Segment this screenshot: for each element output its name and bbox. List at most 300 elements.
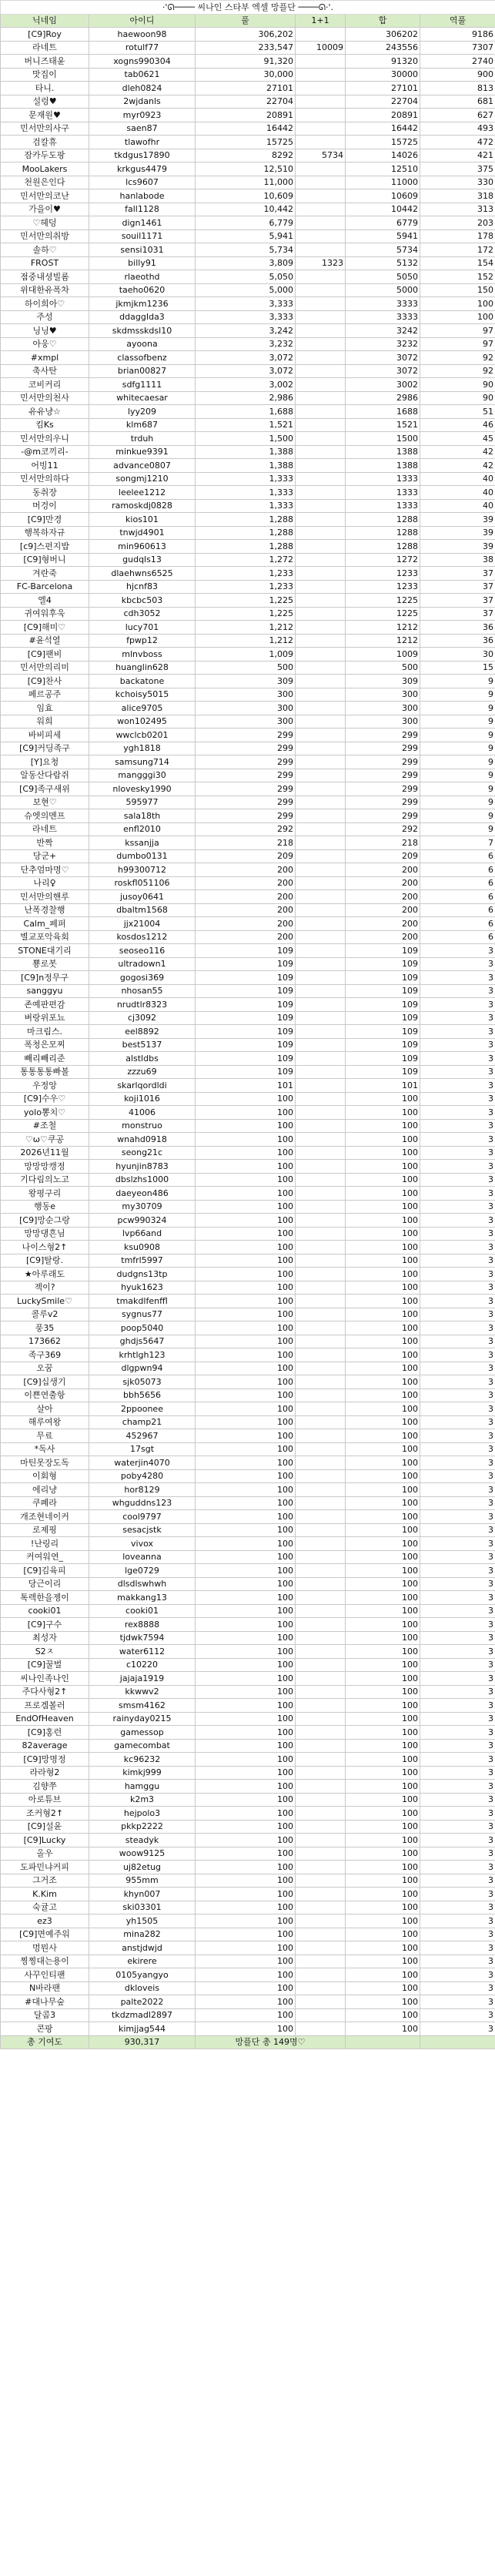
id-cell: gamecombat [89,1739,196,1753]
bonus-cell [296,109,346,122]
reverse-cell: 681 [420,95,495,109]
table-row [1,715,495,729]
sum-cell: 100 [346,1914,420,1928]
sum-cell: 100 [346,2008,420,2022]
sum-cell: 100 [346,1739,420,1753]
reverse-cell: 92 [420,364,495,378]
bonus-cell [296,1631,346,1645]
nickname-cell: N바라팬 [1,1981,89,1995]
id-cell: woow9125 [89,1847,196,1861]
id-cell: dbslzhs1000 [89,1173,196,1187]
nickname-cell: 하이희아♡ [1,297,89,311]
nickname-cell: [C9]Lucky [1,1834,89,1847]
table-row [1,1820,495,1834]
reverse-cell: 3 [420,1456,495,1470]
nickname-cell: 검칼휴 [1,136,89,149]
sum-cell: 299 [346,729,420,742]
pool-cell: 200 [196,930,296,944]
pool-cell: 109 [196,971,296,985]
bonus-cell [296,1388,346,1402]
sum-cell: 1521 [346,418,420,432]
reverse-cell: 3 [420,1268,495,1281]
bonus-cell [296,1739,346,1753]
bonus-cell [296,1941,346,1955]
pool-cell: 109 [196,1011,296,1025]
id-cell: songmj1210 [89,472,196,486]
id-cell: sala18th [89,809,196,823]
id-cell: cdh3052 [89,607,196,621]
pool-cell: 100 [196,1577,296,1591]
reverse-cell: 3 [420,1308,495,1321]
sum-cell: 100 [346,1187,420,1201]
pool-cell: 100 [196,2022,296,2036]
empty-cell [420,2035,495,2049]
nickname-cell: 임효 [1,702,89,715]
reverse-cell: 92 [420,351,495,365]
reverse-cell: 3 [420,1227,495,1241]
reverse-cell: 154 [420,256,495,270]
id-cell: hjcnf83 [89,580,196,594]
sum-cell: 3333 [346,310,420,324]
table-row [1,782,495,796]
table-row [1,621,495,635]
sum-cell: 100 [346,1308,420,1321]
id-cell: huanglin628 [89,661,196,675]
pool-cell: 1,388 [196,445,296,459]
id-cell: haewoon98 [89,28,196,42]
sum-cell: 100 [346,1631,420,1645]
reverse-cell: 3 [420,1065,495,1079]
pool-cell: 16442 [196,122,296,136]
sum-cell: 5941 [346,229,420,243]
nickname-cell: 폭청은모찌 [1,1038,89,1052]
id-cell: best5137 [89,1038,196,1052]
pool-cell: 100 [196,1160,296,1174]
bonus-cell [296,1065,346,1079]
bonus-cell [296,1011,346,1025]
nickname-cell: 아웅♡ [1,337,89,351]
id-cell: fpwp12 [89,634,196,648]
pool-cell: 100 [196,1214,296,1228]
bonus-cell [296,594,346,608]
bonus-cell [296,1241,346,1255]
bonus-cell [296,405,346,419]
nickname-cell: [C9]n정무구 [1,971,89,985]
reverse-cell: 6 [420,849,495,863]
bonus-cell [296,189,346,203]
table-row [1,95,495,109]
table-row [1,634,495,648]
bonus-cell [296,1335,346,1348]
sum-cell: 5132 [346,256,420,270]
reverse-cell: 2740 [420,55,495,69]
pool-cell: 299 [196,809,296,823]
id-cell: rainyday0215 [89,1712,196,1726]
id-cell: kbcbc503 [89,594,196,608]
reverse-cell: 39 [420,540,495,554]
nickname-cell: 벼랑위포뇨 [1,1011,89,1025]
table-row [1,1038,495,1052]
id-cell: dign1461 [89,216,196,230]
nickname-cell: 행복하자규 [1,526,89,540]
table-row [1,82,495,95]
nickname-cell: 존예판편감 [1,998,89,1012]
pool-cell: 100 [196,1537,296,1551]
header-reverse: 역풀 [420,14,495,28]
table-row [1,472,495,486]
pool-cell: 100 [196,1941,296,1955]
sum-cell: 3333 [346,297,420,311]
id-cell: my30709 [89,1200,196,1214]
reverse-cell: 3 [420,2008,495,2022]
nickname-cell: 콜루v2 [1,1308,89,1321]
table-row [1,863,495,877]
table-row [1,1914,495,1928]
table-row [1,890,495,904]
total-label: 총 기여도 [1,2035,89,2049]
pool-cell: 100 [196,1766,296,1780]
nickname-cell: 173662 [1,1335,89,1348]
sum-cell: 10609 [346,189,420,203]
id-cell: rex8888 [89,1618,196,1632]
nickname-cell: [c9]스펀지밥 [1,540,89,554]
pool-cell: 10,609 [196,189,296,203]
reverse-cell: 39 [420,526,495,540]
table-row [1,1375,495,1389]
sum-cell: 243556 [346,41,420,55]
nickname-cell: Calm_페퍼 [1,917,89,931]
sum-cell: 100 [346,1901,420,1914]
reverse-cell: 39 [420,513,495,527]
sum-cell: 300 [346,715,420,729]
table-row [1,1941,495,1955]
nickname-cell: 민서만의리미 [1,661,89,675]
pool-cell: 8292 [196,149,296,162]
bonus-cell [296,1591,346,1605]
id-cell: taeho0620 [89,283,196,297]
id-cell: k2m3 [89,1793,196,1807]
pool-cell: 3,072 [196,351,296,365]
sum-cell: 100 [346,1092,420,1106]
nickname-cell: 이쁜연출항 [1,1388,89,1402]
sum-cell: 100 [346,1928,420,1941]
table-row [1,297,495,311]
table-row [1,1456,495,1470]
pool-cell: 6,779 [196,216,296,230]
table-row [1,648,495,662]
bonus-cell [296,1685,346,1699]
pool-cell: 109 [196,1025,296,1039]
nickname-cell: 민서만의취방 [1,229,89,243]
reverse-cell: 3 [420,1025,495,1039]
nickname-cell: 해루여왕 [1,1415,89,1429]
reverse-cell: 472 [420,136,495,149]
table-row [1,1658,495,1672]
pool-cell: 100 [196,1146,296,1160]
nickname-cell: 올우 [1,1847,89,1861]
id-cell: steadyk [89,1834,196,1847]
pool-cell: 300 [196,702,296,715]
sum-cell: 3072 [346,351,420,365]
table-row [1,229,495,243]
id-cell: classofbenz [89,351,196,365]
nickname-cell: [C9]설윤 [1,1820,89,1834]
bonus-cell [296,661,346,675]
id-cell: sygnus77 [89,1308,196,1321]
nickname-cell: [C9]수우♡ [1,1092,89,1106]
sum-cell: 200 [346,917,420,931]
pool-cell: 100 [196,1645,296,1659]
sum-cell: 100 [346,1375,420,1389]
bonus-cell [296,1429,346,1443]
nickname-cell: 머겅이 [1,499,89,513]
reverse-cell: 178 [420,229,495,243]
pool-cell: 100 [196,1092,296,1106]
nickname-cell: 당근이리 [1,1577,89,1591]
nickname-cell: LuckySmile♡ [1,1295,89,1308]
id-cell: jajaja1919 [89,1672,196,1686]
pool-cell: 109 [196,998,296,1012]
reverse-cell: 3 [420,1981,495,1995]
id-cell: bbh5656 [89,1388,196,1402]
table-row [1,553,495,567]
table-row [1,391,495,405]
sum-cell: 100 [346,1807,420,1821]
reverse-cell: 40 [420,486,495,500]
table-row [1,607,495,621]
bonus-cell [296,1456,346,1470]
pool-cell: 100 [196,1254,296,1268]
id-cell: 41006 [89,1106,196,1120]
nickname-cell: 가을이♥ [1,203,89,216]
nickname-cell: 에리냥 [1,1483,89,1497]
pool-cell: 1,233 [196,580,296,594]
sum-cell: 1288 [346,526,420,540]
bonus-cell [296,796,346,809]
sum-cell: 299 [346,769,420,782]
sum-cell: 1688 [346,405,420,419]
reverse-cell: 3 [420,1699,495,1713]
bonus-cell [296,1025,346,1039]
table-row [1,1645,495,1659]
id-cell: hanlabode [89,189,196,203]
bonus-cell [296,1861,346,1874]
bonus-cell [296,486,346,500]
reverse-cell: 6 [420,876,495,890]
reverse-cell: 3 [420,1968,495,1982]
bonus-cell [296,499,346,513]
id-cell: dlgpwn94 [89,1362,196,1375]
reverse-cell: 375 [420,162,495,176]
pool-cell: 100 [196,1200,296,1214]
id-cell: lge0729 [89,1564,196,1578]
pool-cell: 100 [196,1375,296,1389]
id-cell: skarlqordldi [89,1079,196,1093]
sum-cell: 100 [346,1281,420,1295]
nickname-cell: 개조현네이커 [1,1510,89,1524]
bonus-cell [296,634,346,648]
id-cell: ygh1818 [89,742,196,755]
nickname-cell: 풍35 [1,1321,89,1335]
bonus-cell [296,1200,346,1214]
reverse-cell: 100 [420,297,495,311]
sum-cell: 100 [346,1955,420,1968]
table-row [1,1631,495,1645]
sum-cell: 6779 [346,216,420,230]
table-row [1,971,495,985]
reverse-cell: 3 [420,1011,495,1025]
table-row [1,594,495,608]
bonus-cell [296,351,346,365]
id-cell: mangggi30 [89,769,196,782]
bonus-cell [296,1564,346,1578]
nickname-cell: ★아루래도 [1,1268,89,1281]
bonus-cell [296,1820,346,1834]
sum-cell: 100 [346,1348,420,1362]
id-cell: brian00827 [89,364,196,378]
pool-cell: 109 [196,1038,296,1052]
id-cell: h99300712 [89,863,196,877]
id-cell: ayoona [89,337,196,351]
pool-cell: 100 [196,1874,296,1888]
reverse-cell: 6 [420,890,495,904]
pool-cell: 1,388 [196,459,296,473]
id-cell: palte2022 [89,1995,196,2009]
id-cell: 595977 [89,796,196,809]
bonus-cell [296,903,346,917]
pool-cell: 1,333 [196,472,296,486]
table-row [1,445,495,459]
id-cell: gamessop [89,1726,196,1740]
id-cell: rotulf77 [89,41,196,55]
reverse-cell: 3 [420,1834,495,1847]
sum-cell: 5050 [346,270,420,284]
sum-cell: 109 [346,1052,420,1066]
reverse-cell: 3 [420,1362,495,1375]
table-row [1,1065,495,1079]
bonus-cell [296,729,346,742]
bonus-cell [296,755,346,769]
id-cell: trduh [89,432,196,446]
bonus-cell [296,136,346,149]
reverse-cell: 150 [420,283,495,297]
reverse-cell: 3 [420,1335,495,1348]
bonus-cell [296,971,346,985]
sum-cell: 100 [346,1442,420,1456]
nickname-cell: 점중내셩빌롬 [1,270,89,284]
bonus-cell [296,472,346,486]
reverse-cell: 3 [420,1214,495,1228]
nickname-cell: 어빙11 [1,459,89,473]
table-row [1,243,495,257]
sum-cell: 300 [346,688,420,702]
reverse-cell: 3 [420,1901,495,1914]
bonus-cell [296,876,346,890]
id-cell: sdfg1111 [89,378,196,392]
sum-cell: 2986 [346,391,420,405]
sum-cell: 100 [346,1227,420,1241]
pool-cell: 209 [196,849,296,863]
sum-cell: 1333 [346,486,420,500]
bonus-cell [296,998,346,1012]
reverse-cell: 9186 [420,28,495,42]
table-row [1,109,495,122]
table-row [1,755,495,769]
nickname-cell: 알동산다람쥐 [1,769,89,782]
sum-cell: 306202 [346,28,420,42]
table-row [1,1281,495,1295]
id-cell: hejpolo3 [89,1807,196,1821]
nickname-cell: 젝이? [1,1281,89,1295]
table-row [1,432,495,446]
sum-cell: 100 [346,1456,420,1470]
reverse-cell: 3 [420,957,495,971]
reverse-cell: 9 [420,715,495,729]
nickname-cell: 킴Ks [1,418,89,432]
reverse-cell: 3 [420,1254,495,1268]
bonus-cell [296,162,346,176]
bonus-cell [296,1442,346,1456]
reverse-cell: 3 [420,1712,495,1726]
sheet-title: ·'ᘏ──── 씨나인 스타부 엑셀 망플단 ────ᘏ·'. [1,1,495,15]
id-cell: sjk05073 [89,1375,196,1389]
id-cell: daeyeon486 [89,1187,196,1201]
pool-cell: 1,233 [196,567,296,581]
reverse-cell: 3 [420,1753,495,1767]
nickname-cell: 닝닝♥ [1,324,89,338]
table-row [1,1415,495,1429]
id-cell: kkwwv2 [89,1685,196,1699]
reverse-cell: 3 [420,1793,495,1807]
bonus-cell [296,1766,346,1780]
sum-cell: 109 [346,1011,420,1025]
bonus-cell [296,540,346,554]
sum-cell: 1388 [346,445,420,459]
bonus-cell [296,1914,346,1928]
sum-cell: 1333 [346,499,420,513]
nickname-cell: 도파민냐커피 [1,1861,89,1874]
table-row [1,1335,495,1348]
id-cell: koji1016 [89,1092,196,1106]
nickname-cell: [C9]팬비 [1,648,89,662]
pool-cell: 100 [196,1712,296,1726]
bonus-cell [296,675,346,688]
nickname-cell: [C9]김육피 [1,1564,89,1578]
sum-cell: 3242 [346,324,420,338]
nickname-cell: 우정앙 [1,1079,89,1093]
pool-cell: 2,986 [196,391,296,405]
bonus-cell [296,1712,346,1726]
table-row [1,984,495,998]
id-cell: kchoisy5015 [89,688,196,702]
sum-cell: 1212 [346,621,420,635]
nickname-cell: #조철 [1,1119,89,1133]
sum-cell: 100 [346,1699,420,1713]
bonus-cell: 1323 [296,256,346,270]
nickname-cell: 버니즈태윤 [1,55,89,69]
bonus-cell [296,95,346,109]
bonus-cell [296,2022,346,2036]
pool-cell: 100 [196,1119,296,1133]
id-cell: ultradown1 [89,957,196,971]
bonus-cell [296,1995,346,2009]
pool-cell: 233,547 [196,41,296,55]
table-row [1,256,495,270]
nickname-cell: 나이스형2↑ [1,1241,89,1255]
pool-cell: 309 [196,675,296,688]
pool-cell: 100 [196,1604,296,1618]
sum-cell: 299 [346,782,420,796]
